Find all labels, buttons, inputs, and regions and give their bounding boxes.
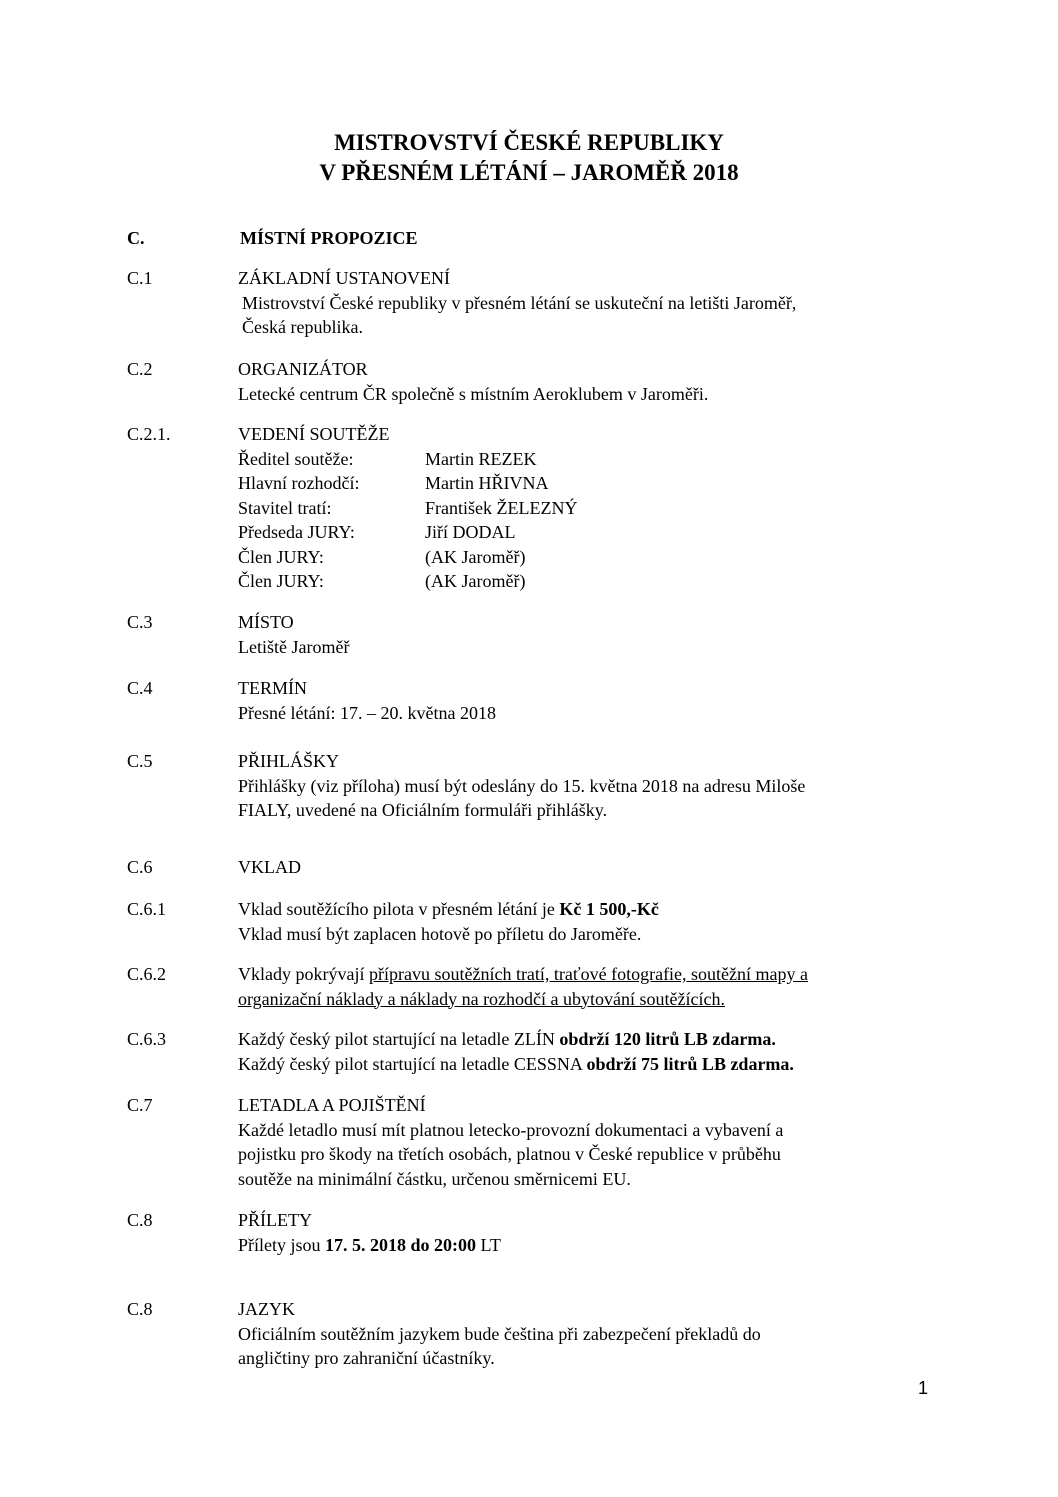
c3-text-line: Letiště Jaroměř (238, 636, 350, 657)
c3-heading: MÍSTO (238, 612, 294, 632)
c6-number: C.6 (127, 857, 153, 877)
c1-number: C.1 (127, 268, 153, 288)
c63-line-1 (238, 1027, 958, 1052)
c61-block (238, 897, 958, 946)
c63-zlin-text: Každý český pilot startující na letadle ZLÍN (238, 1029, 560, 1049)
c1-block (238, 266, 958, 340)
staff-role: Člen JURY: (238, 546, 324, 567)
staff-row (238, 545, 958, 570)
c61-fee-text: Vklad soutěžícího pilota v přesném létání je (238, 899, 560, 919)
c3-block (238, 610, 958, 659)
c5-text-line: FIALY, uvedené na Oficiálním formuláři přihlášky. (238, 800, 608, 820)
c4-block (238, 676, 958, 725)
c63-block (238, 1027, 958, 1076)
section-heading: MÍSTNÍ PROPOZICE (240, 228, 418, 248)
c2-number: C.2 (127, 359, 153, 379)
staff-name: František ŽELEZNÝ (425, 497, 578, 518)
staff-row (238, 520, 958, 545)
c6-heading: VKLAD (238, 857, 301, 877)
c8-arrivals-heading: PŘÍLETY (238, 1210, 312, 1230)
page-number: 1 (918, 1378, 929, 1398)
c61-line-2: Vklad musí být zaplacen hotově po příletu do Jaroměře. (238, 923, 642, 944)
staff-row (238, 496, 958, 521)
c8-arrivals-text: Přílety jsou (238, 1234, 326, 1255)
c7-number: C.7 (127, 1095, 153, 1115)
c63-number: C.6.3 (127, 1029, 167, 1049)
c7-block (238, 1093, 958, 1191)
c63-cessna-fuel: obdrží 75 litrů LB zdarma. (586, 1053, 794, 1074)
c61-number: C.6.1 (127, 899, 167, 919)
section-number: C. (127, 228, 145, 248)
c8-arrivals-deadline: 17. 5. 2018 do 20:00 (325, 1234, 477, 1255)
c21-number: C.2.1. (127, 424, 171, 444)
c63-line-2 (238, 1052, 958, 1077)
c8-arrivals-tail: LT (476, 1234, 501, 1255)
staff-row (238, 569, 958, 594)
c21-block (238, 422, 958, 594)
c21-heading: VEDENÍ SOUTĚŽE (238, 424, 390, 444)
c61-line-1 (238, 897, 958, 922)
c5-block (238, 749, 958, 823)
c62-underlined-text: přípravu soutěžních tratí, traťové fotografie, soutěžní mapy a (368, 964, 809, 984)
staff-role: Člen JURY: (238, 571, 324, 591)
c2-heading: ORGANIZÁTOR (238, 359, 368, 379)
c62-line-1 (238, 962, 958, 987)
c62-lead-text: Vklady pokrývají (238, 964, 369, 984)
title-line-2: V PŘESNÉM LÉTÁNÍ – JAROMĚŘ 2018 (319, 160, 739, 185)
c8-language-block (238, 1297, 958, 1371)
document-title (0, 128, 1058, 188)
c4-number: C.4 (127, 678, 153, 698)
c62-line-2: organizační náklady a náklady na rozhodčí a ubytování soutěžících. (238, 988, 725, 1009)
staff-row (238, 471, 958, 496)
c3-number: C.3 (127, 612, 153, 632)
c5-text-line: Přihlášky (viz příloha) musí být odeslány do 15. května 2018 na adresu Miloše (238, 775, 806, 796)
staff-name: Martin REZEK (425, 448, 537, 469)
c8-language-text-line: angličtiny pro zahraniční účastníky. (238, 1348, 495, 1368)
c8-language-number: C.8 (127, 1299, 153, 1319)
staff-role: Hlavní rozhodčí: (238, 473, 360, 493)
c7-heading: LETADLA A POJIŠTĚNÍ (238, 1095, 426, 1115)
c7-text-line: pojistku pro škody na třetích osobách, platnou v České republice v průběhu (238, 1144, 781, 1164)
c62-number: C.6.2 (127, 964, 167, 984)
staff-role: Předseda JURY: (238, 522, 355, 542)
c8-arrivals-line (238, 1233, 958, 1258)
staff-role: Stavitel tratí: (238, 497, 332, 518)
staff-row (238, 447, 958, 472)
c63-zlin-fuel: obdrží 120 litrů LB zdarma. (559, 1029, 776, 1049)
c2-text-line: Letecké centrum ČR společně s místním Aeroklubem v Jaroměři. (238, 383, 709, 404)
staff-name: (AK Jaroměř) (425, 546, 526, 567)
c7-text-line: soutěže na minimální částku, určenou směrnicemi EU. (238, 1168, 631, 1189)
staff-name: Martin HŘIVNA (425, 473, 549, 493)
c7-text-line: Každé letadlo musí mít platnou letecko-provozní dokumentaci a vybavení a (238, 1119, 784, 1140)
staff-role: Ředitel soutěže: (238, 448, 354, 469)
c1-text-line: Mistrovství České republiky v přesném létání se uskuteční na letišti Jaroměř, (242, 292, 797, 313)
c63-cessna-text: Každý český pilot startující na letadle CESSNA (238, 1053, 587, 1074)
c5-number: C.5 (127, 751, 153, 771)
c8-language-heading: JAZYK (238, 1299, 295, 1319)
staff-name: (AK Jaroměř) (425, 571, 526, 591)
c4-text-line: Přesné létání: 17. – 20. května 2018 (238, 702, 496, 723)
title-line-1: MISTROVSTVÍ ČESKÉ REPUBLIKY (334, 130, 724, 155)
c1-text-line: Česká republika. (242, 317, 363, 337)
c4-heading: TERMÍN (238, 678, 307, 698)
c61-fee-amount: Kč 1 500,-Kč (559, 899, 659, 919)
c1-heading: ZÁKLADNÍ USTANOVENÍ (238, 268, 451, 288)
c8-arrivals-block (238, 1208, 958, 1257)
c2-block (238, 357, 958, 406)
c8-language-text-line: Oficiálním soutěžním jazykem bude čeština při zabezpečení překladů do (238, 1323, 761, 1344)
staff-name: Jiří DODAL (425, 522, 516, 542)
c5-heading: PŘIHLÁŠKY (238, 751, 340, 771)
c8-arrivals-number: C.8 (127, 1210, 153, 1230)
c62-block (238, 962, 958, 1011)
